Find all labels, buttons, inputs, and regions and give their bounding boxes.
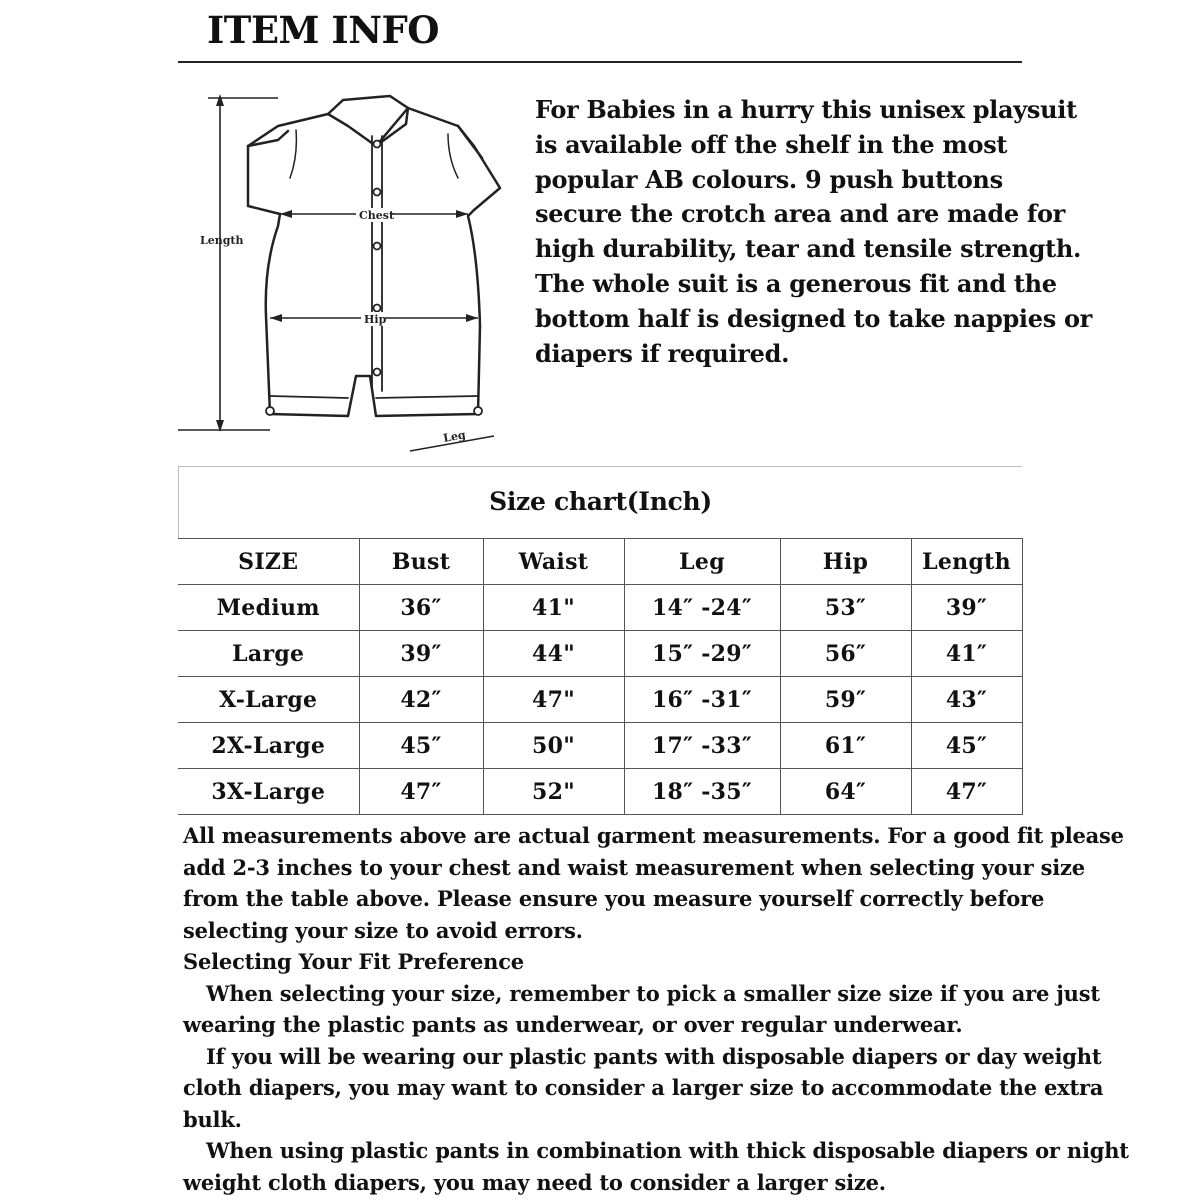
length-cell: 43″ [911,677,1022,723]
description-line: diapers if required. [535,338,790,368]
notes-line: wearing the plastic pants as underwear, or over regular underwear. [183,1012,963,1037]
right-cuff-button [474,407,482,415]
page-title: ITEM INFO [207,8,440,52]
waist-cell: 52" [483,769,624,815]
size-cell: Large [178,631,359,677]
fit-notes [183,820,1129,1198]
notes-line: from the table above. Please ensure you measure yourself correctly before [183,886,1045,911]
size-cell: 2X-Large [178,723,359,769]
romper-right-leg-cuff [376,396,478,398]
left-cuff-button [266,407,274,415]
notes-line: weight cloth diapers, you may need to consider a larger size. [183,1169,886,1195]
fit-preference-heading: Selecting Your Fit Preference [183,949,524,974]
length-cell: 39″ [911,585,1022,631]
waist-cell: 41" [483,585,624,631]
button-3 [374,243,381,250]
header-length: Length [911,539,1022,585]
bust-cell: 45″ [359,723,483,769]
romper-measurement-diagram [178,86,508,466]
bust-cell: 42″ [359,677,483,723]
header-hip: Hip [780,539,911,585]
table-header-row [178,539,1022,585]
button-5 [374,369,381,376]
description-line: secure the crotch area and are made for [535,199,1065,229]
length-label: Length [200,234,244,247]
waist-cell: 47" [483,677,624,723]
waist-cell: 50" [483,723,624,769]
chest-label: Chest [359,209,395,222]
description-line: bottom half is designed to take nappies or [535,303,1093,333]
size-cell: Medium [178,585,359,631]
hip-label: Hip [364,313,387,326]
notes-line: add 2-3 inches to your chest and waist measurement when selecting your size [183,854,1085,880]
waist-cell: 44" [483,631,624,677]
description-line: is available off the shelf in the most [535,129,1008,159]
table-row [178,723,1022,769]
leg-cell: 16″ -31″ [624,677,780,723]
size-chart-header [178,466,1022,538]
header-size: SIZE [178,539,359,585]
product-description [535,93,1093,371]
header-waist: Waist [483,539,624,585]
length-cell: 41″ [911,631,1022,677]
notes-line: bulk. [183,1106,242,1132]
size-chart-title: Size chart(Inch) [489,487,712,516]
romper-left-leg-cuff [270,396,348,398]
description-line: For Babies in a hurry this unisex playsuit [535,95,1077,124]
length-cell: 47″ [911,769,1022,815]
header-leg: Leg [624,539,780,585]
romper-right-sleeve [408,108,500,210]
size-cell: X-Large [178,677,359,723]
table-row [178,631,1022,677]
leg-label: Leg [442,428,467,445]
table-row [178,585,1022,631]
bust-cell: 47″ [359,769,483,815]
hip-cell: 64″ [780,769,911,815]
table-row [178,677,1022,723]
notes-line: When using plastic pants in combination with thick disposable diapers or night [206,1138,1129,1163]
leg-cell: 17″ -33″ [624,723,780,769]
hip-cell: 61″ [780,723,911,769]
romper-placket [372,136,382,391]
hip-cell: 56″ [780,631,911,677]
title-divider [178,61,1022,63]
table-row [178,769,1022,815]
bust-cell: 39″ [359,631,483,677]
hip-cell: 53″ [780,585,911,631]
notes-line: All measurements above are actual garment measurements. For a good fit please [183,823,1124,848]
button-2 [374,189,381,196]
description-line: popular AB colours. 9 push buttons [535,164,1003,194]
romper-left-sleeve [248,114,328,214]
leg-cell: 15″ -29″ [624,631,780,677]
description-line: The whole suit is a generous fit and the [535,268,1057,298]
notes-line: When selecting your size, remember to pick a smaller size size if you are just [206,980,1100,1006]
notes-line: If you will be wearing our plastic pants with disposable diapers or day weight [206,1043,1102,1069]
button-4 [374,305,381,312]
leg-cell: 18″ -35″ [624,769,780,815]
button-1 [374,141,381,148]
size-chart-table [178,538,1023,815]
hip-cell: 59″ [780,677,911,723]
notes-line: cloth diapers, you may want to consider a larger size to accommodate the extra [183,1075,1104,1100]
bust-cell: 36″ [359,585,483,631]
size-cell: 3X-Large [178,769,359,815]
length-cell: 45″ [911,723,1022,769]
header-bust: Bust [359,539,483,585]
description-line: high durability, tear and tensile strength. [535,234,1082,264]
leg-cell: 14″ -24″ [624,585,780,631]
notes-line: selecting your size to avoid errors. [183,917,583,943]
